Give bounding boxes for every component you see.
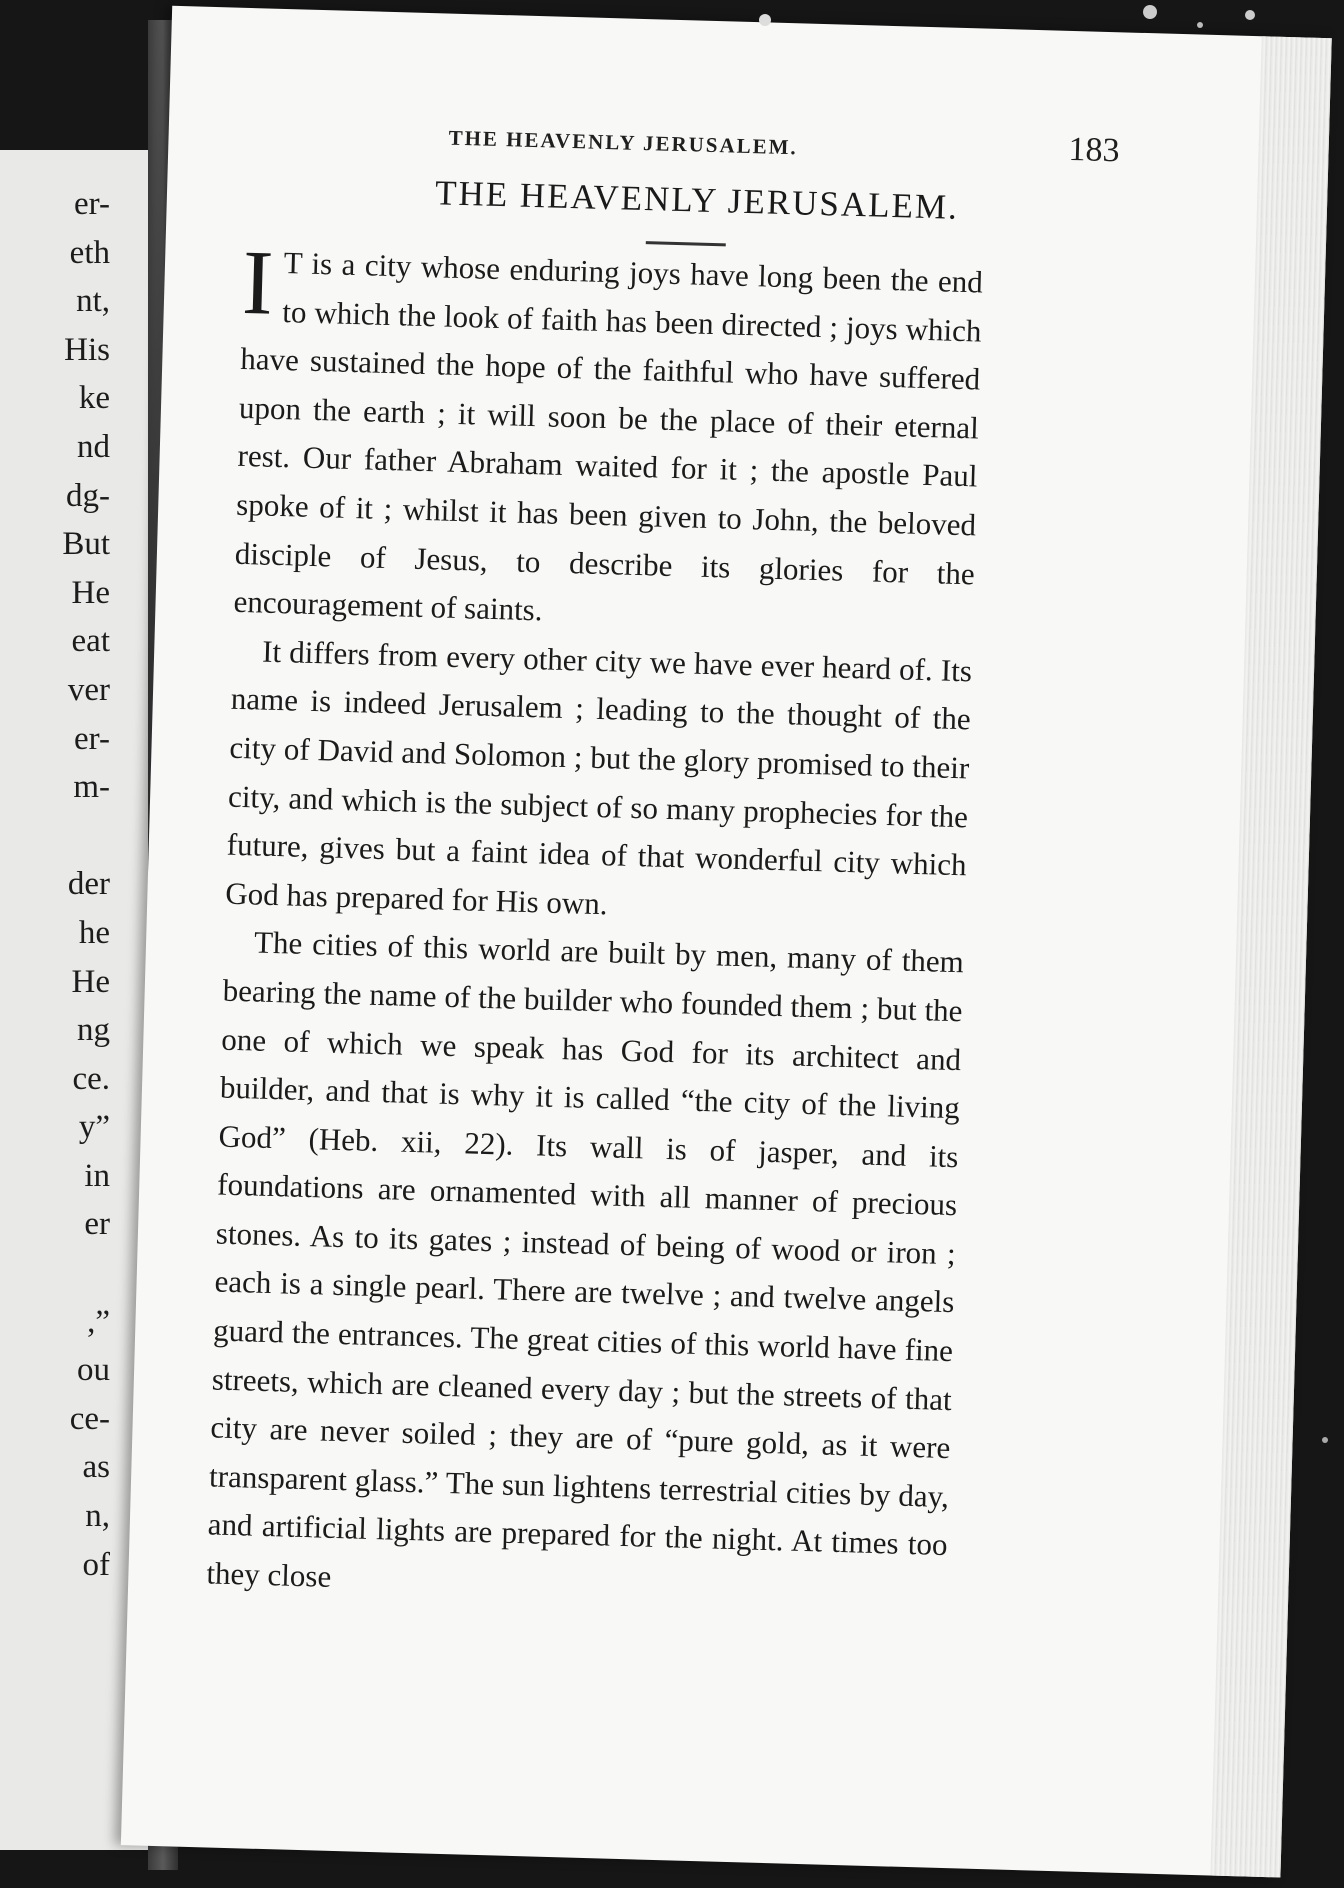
fragment-line: dg-: [66, 477, 110, 514]
fragment-line: eth: [69, 234, 110, 271]
page-edge-stack: [1210, 36, 1331, 1877]
fragment-line: ce.: [72, 1060, 110, 1097]
fragment-line: But: [62, 526, 110, 563]
fragment-line: nt,: [76, 283, 110, 320]
paragraph-text: The cities of this world are built by men, many of them bearing the name of the builder who founded them ; but the one of which we speak has God for its architect and builder, and that is why it is called “the city of the living God” (Heb. xii, 22). Its wall is of jasper, and its foundations are ornamented with all manner of precious stones. As to its gates ; instead of being of wood or iron ; each is a single pearl. There are twelve ; and twelve angels guard the entrances. The great cities of this world have fine streets, which are cleaned every day ; but the streets of that city are never soiled ; they are of “pure gold, as it were transparent glass.” The sun lightens terrestrial cities by day, and artificial lights are prepared for the night. At times too they close: [205, 924, 965, 1594]
fragment-line: in: [84, 1157, 110, 1194]
fragment-line: ce-: [69, 1400, 110, 1437]
left-page-text-fragments: [0, 180, 110, 1589]
fragment-line: er: [84, 1206, 110, 1243]
fragment-line: n,: [85, 1498, 110, 1535]
page-number: 183: [1068, 130, 1121, 170]
fragment-line: y”: [78, 1109, 110, 1146]
paragraph-text: T is a city whose enduring joys have long been the end to which the look of faith has been directed ; joys which have sustained the hope of the faithful who have suffered upon the earth ; it will soon be the place of their eternal rest. Our father Abraham waited for it ; the apostle Paul spoke of it ; whilst it has been given to John, the beloved disciple of Jesus, to describe its glories for the encouragement of saints.: [233, 245, 984, 628]
fragment-line: er-: [74, 720, 110, 757]
fragment-line: He: [71, 574, 110, 611]
fragment-line: m-: [73, 769, 110, 806]
fragment-line: [0, 812, 110, 861]
fragment-line: ng: [77, 1012, 110, 1049]
fragment-line: nd: [77, 428, 110, 465]
paragraph: [233, 230, 984, 647]
fragment-line: he: [78, 914, 110, 951]
fragment-line: ke: [78, 380, 110, 417]
fragment-line: of: [82, 1546, 110, 1583]
paragraph: [206, 918, 965, 1619]
fragment-line: He: [71, 963, 110, 1000]
drop-cap: I: [241, 230, 275, 334]
chapter-title: THE HEAVENLY JERUSALEM.: [434, 173, 960, 227]
title-rule: [646, 241, 726, 246]
fragment-line: ver: [67, 671, 110, 708]
paragraph-text: It differs from every other city we have ever heard of. Its name is indeed Jerusalem ; leading to the thought of the city of David and Solomon ; but the glory promised to their city, and which is the subject of so many prophecies for the future, gives but a faint idea of that wonderful city which God has prepared for His own.: [224, 633, 973, 922]
main-page: [121, 6, 1332, 1878]
body-text: [205, 230, 984, 1619]
running-head: THE HEAVENLY JERUSALEM.: [448, 125, 799, 160]
fragment-line: der: [67, 866, 110, 903]
fragment-line: [0, 1249, 110, 1298]
paragraph: [225, 626, 973, 938]
fragment-line: eat: [71, 623, 110, 660]
fragment-line: ,”: [87, 1303, 110, 1340]
fragment-line: ou: [77, 1352, 110, 1389]
fragment-line: as: [82, 1449, 110, 1486]
fragment-line: er-: [74, 186, 110, 222]
fragment-line: His: [64, 331, 110, 368]
